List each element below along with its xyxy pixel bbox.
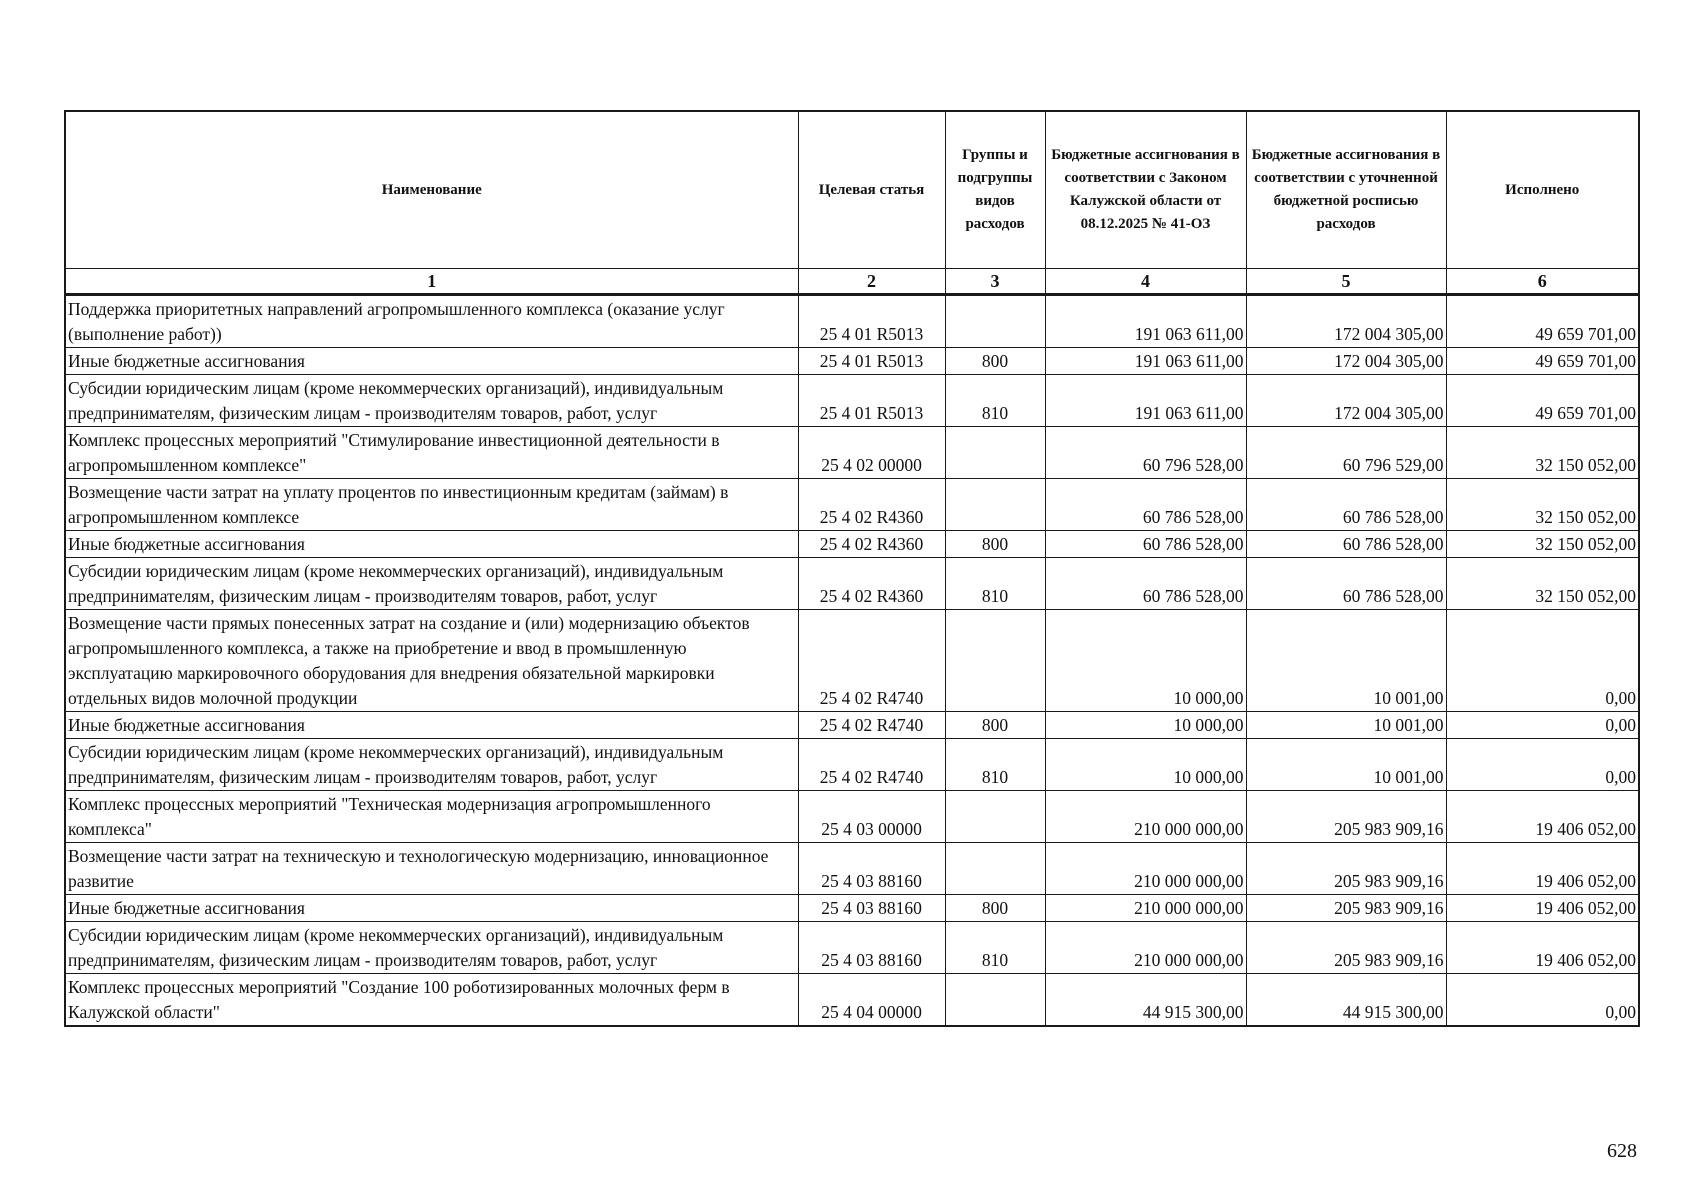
target-article-cell: 25 4 03 88160 <box>798 895 945 922</box>
law-allocation-cell: 191 063 611,00 <box>1045 295 1246 348</box>
table-row <box>65 348 1639 375</box>
refined-allocation-cell: 60 786 528,00 <box>1246 531 1446 558</box>
law-allocation-cell: 44 915 300,00 <box>1045 974 1246 1027</box>
executed-cell: 0,00 <box>1446 610 1639 712</box>
header-target-article: Целевая статья <box>798 111 945 269</box>
header-name: Наименование <box>65 111 798 269</box>
refined-allocation-cell: 172 004 305,00 <box>1246 295 1446 348</box>
refined-allocation-cell: 10 001,00 <box>1246 712 1446 739</box>
expense-group-cell <box>945 427 1045 479</box>
refined-allocation-cell: 172 004 305,00 <box>1246 348 1446 375</box>
law-allocation-cell: 60 796 528,00 <box>1045 427 1246 479</box>
expense-group-cell <box>945 610 1045 712</box>
executed-cell: 32 150 052,00 <box>1446 479 1639 531</box>
law-allocation-cell: 60 786 528,00 <box>1045 558 1246 610</box>
law-allocation-cell: 210 000 000,00 <box>1045 895 1246 922</box>
expense-group-cell <box>945 843 1045 895</box>
target-article-cell: 25 4 03 88160 <box>798 843 945 895</box>
row-name-cell: Возмещение части затрат на техническую и технологическую модернизацию, инновационное развитие <box>65 843 798 895</box>
target-article-cell: 25 4 02 R4360 <box>798 479 945 531</box>
table-row <box>65 375 1639 427</box>
column-number: 5 <box>1246 269 1446 295</box>
refined-allocation-cell: 60 796 529,00 <box>1246 427 1446 479</box>
law-allocation-cell: 210 000 000,00 <box>1045 922 1246 974</box>
column-number: 2 <box>798 269 945 295</box>
target-article-cell: 25 4 02 R4360 <box>798 531 945 558</box>
table-row <box>65 791 1639 843</box>
column-number: 3 <box>945 269 1045 295</box>
table-row <box>65 974 1639 1027</box>
target-article-cell: 25 4 02 R4360 <box>798 558 945 610</box>
refined-allocation-cell: 172 004 305,00 <box>1246 375 1446 427</box>
header-executed: Исполнено <box>1446 111 1639 269</box>
column-number-row <box>65 269 1639 295</box>
target-article-cell: 25 4 02 R4740 <box>798 712 945 739</box>
header-refined-allocations: Бюджетные ассигнования в соответствии с уточненной бюджетной росписью расходов <box>1246 111 1446 269</box>
law-allocation-cell: 10 000,00 <box>1045 610 1246 712</box>
refined-allocation-cell: 10 001,00 <box>1246 610 1446 712</box>
row-name-cell: Комплекс процессных мероприятий "Стимулирование инвестиционной деятельности в агропромышленном комплексе" <box>65 427 798 479</box>
target-article-cell: 25 4 01 R5013 <box>798 375 945 427</box>
law-allocation-cell: 191 063 611,00 <box>1045 348 1246 375</box>
executed-cell: 32 150 052,00 <box>1446 558 1639 610</box>
table-row <box>65 843 1639 895</box>
row-name-cell: Субсидии юридическим лицам (кроме некоммерческих организаций), индивидуальным предпринимателям, физическим лицам - производителям товаров, работ, услуг <box>65 922 798 974</box>
law-allocation-cell: 10 000,00 <box>1045 712 1246 739</box>
row-name-cell: Иные бюджетные ассигнования <box>65 531 798 558</box>
row-name-cell: Иные бюджетные ассигнования <box>65 895 798 922</box>
target-article-cell: 25 4 02 R4740 <box>798 610 945 712</box>
table-row <box>65 739 1639 791</box>
row-name-cell: Субсидии юридическим лицам (кроме некоммерческих организаций), индивидуальным предпринимателям, физическим лицам - производителям товаров, работ, услуг <box>65 375 798 427</box>
table-row <box>65 610 1639 712</box>
target-article-cell: 25 4 01 R5013 <box>798 295 945 348</box>
law-allocation-cell: 210 000 000,00 <box>1045 843 1246 895</box>
law-allocation-cell: 60 786 528,00 <box>1045 479 1246 531</box>
executed-cell: 49 659 701,00 <box>1446 375 1639 427</box>
executed-cell: 19 406 052,00 <box>1446 922 1639 974</box>
expense-group-cell: 800 <box>945 895 1045 922</box>
table-row <box>65 531 1639 558</box>
target-article-cell: 25 4 03 00000 <box>798 791 945 843</box>
header-law-allocations: Бюджетные ассигнования в соответствии с Законом Калужской области от 08.12.2025 № 41-ОЗ <box>1045 111 1246 269</box>
refined-allocation-cell: 44 915 300,00 <box>1246 974 1446 1027</box>
refined-allocation-cell: 60 786 528,00 <box>1246 558 1446 610</box>
target-article-cell: 25 4 01 R5013 <box>798 348 945 375</box>
budget-table-container <box>64 110 1638 1027</box>
executed-cell: 49 659 701,00 <box>1446 295 1639 348</box>
executed-cell: 0,00 <box>1446 712 1639 739</box>
expense-group-cell: 810 <box>945 922 1045 974</box>
column-number: 6 <box>1446 269 1639 295</box>
expense-group-cell: 810 <box>945 558 1045 610</box>
expense-group-cell: 800 <box>945 531 1045 558</box>
table-row <box>65 479 1639 531</box>
executed-cell: 19 406 052,00 <box>1446 791 1639 843</box>
budget-table <box>64 110 1640 1027</box>
refined-allocation-cell: 205 983 909,16 <box>1246 791 1446 843</box>
header-expense-groups: Группы и подгруппы видов расходов <box>945 111 1045 269</box>
expense-group-cell <box>945 791 1045 843</box>
executed-cell: 49 659 701,00 <box>1446 348 1639 375</box>
target-article-cell: 25 4 03 88160 <box>798 922 945 974</box>
table-row <box>65 922 1639 974</box>
executed-cell: 32 150 052,00 <box>1446 531 1639 558</box>
row-name-cell: Иные бюджетные ассигнования <box>65 348 798 375</box>
table-row <box>65 295 1639 348</box>
row-name-cell: Поддержка приоритетных направлений агропромышленного комплекса (оказание услуг (выполнение работ)) <box>65 295 798 348</box>
table-row <box>65 558 1639 610</box>
row-name-cell: Субсидии юридическим лицам (кроме некоммерческих организаций), индивидуальным предпринимателям, физическим лицам - производителям товаров, работ, услуг <box>65 558 798 610</box>
executed-cell: 32 150 052,00 <box>1446 427 1639 479</box>
table-body <box>65 295 1639 1027</box>
column-number: 1 <box>65 269 798 295</box>
header-row <box>65 111 1639 269</box>
row-name-cell: Возмещение части затрат на уплату процентов по инвестиционным кредитам (займам) в агропромышленном комплексе <box>65 479 798 531</box>
table-row <box>65 712 1639 739</box>
law-allocation-cell: 210 000 000,00 <box>1045 791 1246 843</box>
target-article-cell: 25 4 02 00000 <box>798 427 945 479</box>
executed-cell: 0,00 <box>1446 974 1639 1027</box>
refined-allocation-cell: 10 001,00 <box>1246 739 1446 791</box>
law-allocation-cell: 60 786 528,00 <box>1045 531 1246 558</box>
row-name-cell: Иные бюджетные ассигнования <box>65 712 798 739</box>
refined-allocation-cell: 60 786 528,00 <box>1246 479 1446 531</box>
table-row <box>65 895 1639 922</box>
expense-group-cell <box>945 295 1045 348</box>
expense-group-cell <box>945 479 1045 531</box>
expense-group-cell: 800 <box>945 712 1045 739</box>
table-row <box>65 427 1639 479</box>
target-article-cell: 25 4 02 R4740 <box>798 739 945 791</box>
refined-allocation-cell: 205 983 909,16 <box>1246 843 1446 895</box>
row-name-cell: Субсидии юридическим лицам (кроме некоммерческих организаций), индивидуальным предпринимателям, физическим лицам - производителям товаров, работ, услуг <box>65 739 798 791</box>
target-article-cell: 25 4 04 00000 <box>798 974 945 1027</box>
row-name-cell: Возмещение части прямых понесенных затрат на создание и (или) модернизацию объектов агропромышленного комплекса, а также на приобретение и ввод в промышленную эксплуатацию маркировочного оборудования для внедрения обязательной маркировки отдельных видов молочной продукции <box>65 610 798 712</box>
refined-allocation-cell: 205 983 909,16 <box>1246 895 1446 922</box>
expense-group-cell: 810 <box>945 739 1045 791</box>
executed-cell: 19 406 052,00 <box>1446 843 1639 895</box>
row-name-cell: Комплекс процессных мероприятий "Техническая модернизация агропромышленного комплекса" <box>65 791 798 843</box>
row-name-cell: Комплекс процессных мероприятий "Создание 100 роботизированных молочных ферм в Калужской области" <box>65 974 798 1027</box>
expense-group-cell: 810 <box>945 375 1045 427</box>
expense-group-cell <box>945 974 1045 1027</box>
page-number: 628 <box>1607 1140 1637 1162</box>
column-number: 4 <box>1045 269 1246 295</box>
law-allocation-cell: 10 000,00 <box>1045 739 1246 791</box>
refined-allocation-cell: 205 983 909,16 <box>1246 922 1446 974</box>
expense-group-cell: 800 <box>945 348 1045 375</box>
executed-cell: 19 406 052,00 <box>1446 895 1639 922</box>
law-allocation-cell: 191 063 611,00 <box>1045 375 1246 427</box>
executed-cell: 0,00 <box>1446 739 1639 791</box>
